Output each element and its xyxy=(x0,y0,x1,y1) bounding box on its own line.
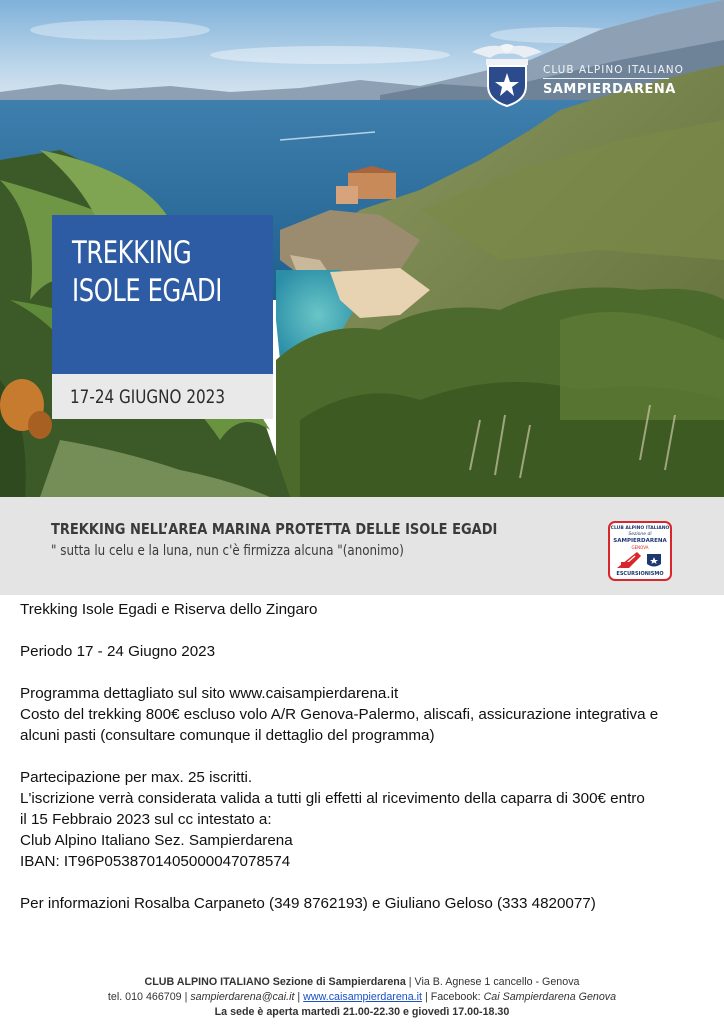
account-holder: Club Alpino Italiano Sez. Sampierdarena xyxy=(20,832,293,849)
hiking-flags-icon xyxy=(615,550,665,570)
hero-photo xyxy=(0,0,724,497)
date-box xyxy=(52,374,273,419)
cai-logo xyxy=(470,42,720,112)
badge-sezione: Sezione di xyxy=(628,532,652,537)
footer-separator: | xyxy=(294,991,304,1003)
footer xyxy=(0,975,724,1020)
footer-website-link[interactable]: www.caisampierdarena.it xyxy=(303,991,422,1003)
badge-escursionismo: ESCURSIONISMO xyxy=(616,571,664,577)
trip-dates: 17-24 GIUGNO 2023 xyxy=(70,386,226,408)
trip-period: Periodo 17 - 24 Giugno 2023 xyxy=(20,643,216,660)
cai-org-name: CLUB ALPINO ITALIANO xyxy=(543,64,684,76)
footer-line-2 xyxy=(0,990,724,1005)
cai-section-name: SAMPIERDARENA xyxy=(543,82,676,97)
title-box xyxy=(52,215,273,374)
footer-tel: tel. 010 466709 | xyxy=(107,991,191,1003)
escursionismo-badge xyxy=(608,521,672,581)
footer-org: CLUB ALPINO ITALIANO Sezione di Sampierdarena xyxy=(144,976,406,988)
contact-info: Per informazioni Rosalba Carpaneto (349 8762193) e Giuliano Geloso (333 4820077) xyxy=(20,895,596,912)
footer-email[interactable]: sampierdarena@cai.it xyxy=(190,991,295,1003)
registration-line-2: il 15 Febbraio 2023 sul cc intestato a: xyxy=(20,811,272,828)
badge-org: CLUB ALPINO ITALIANO xyxy=(610,526,670,531)
badge-city: GENOVA xyxy=(631,545,649,550)
trip-name: Trekking Isole Egadi e Riserva dello Zingaro xyxy=(20,601,318,618)
footer-hours: La sede è aperta martedì 21.00-22.30 e giovedì 17.00-18.30 xyxy=(214,1006,510,1018)
logo-divider xyxy=(543,78,669,79)
footer-facebook[interactable]: Cai Sampierdarena Genova xyxy=(483,991,617,1003)
badge-section-name: SAMPIERDARENA xyxy=(613,538,667,544)
program-info: Programma dettagliato sul sito www.caisampierdarena.it xyxy=(20,685,399,702)
title-line-1: TREKKING xyxy=(72,235,192,271)
participation-limit: Partecipazione per max. 25 iscritti. xyxy=(20,769,253,786)
cost-line-2: alcuni pasti (consultare comunque il dettaglio del programma) xyxy=(20,727,435,744)
iban: IBAN: IT96P0538701405000047078574 xyxy=(20,853,291,870)
band-title: TREKKING NELL’AREA MARINA PROTETTA DELLE ISOLE EGADI xyxy=(51,520,498,538)
band-quote: " sutta lu celu e la luna, nun c'è firmizza alcuna "(anonimo) xyxy=(51,543,404,559)
trip-details xyxy=(20,599,710,914)
footer-facebook-label: | Facebook: xyxy=(421,991,484,1003)
registration-line-1: L'iscrizione verrà considerata valida a tutti gli effetti al ricevimento della caparra di 300€ entro xyxy=(20,790,645,807)
footer-address: | Via B. Agnese 1 cancello - Genova xyxy=(405,976,580,988)
cost-line-1: Costo del trekking 800€ escluso volo A/R Genova-Palermo, aliscafi, assicurazione integrativa e xyxy=(20,706,659,723)
footer-line-1 xyxy=(0,975,724,990)
cai-eagle-star-emblem-icon xyxy=(470,42,544,108)
title-line-2: ISOLE EGADI xyxy=(72,273,222,309)
